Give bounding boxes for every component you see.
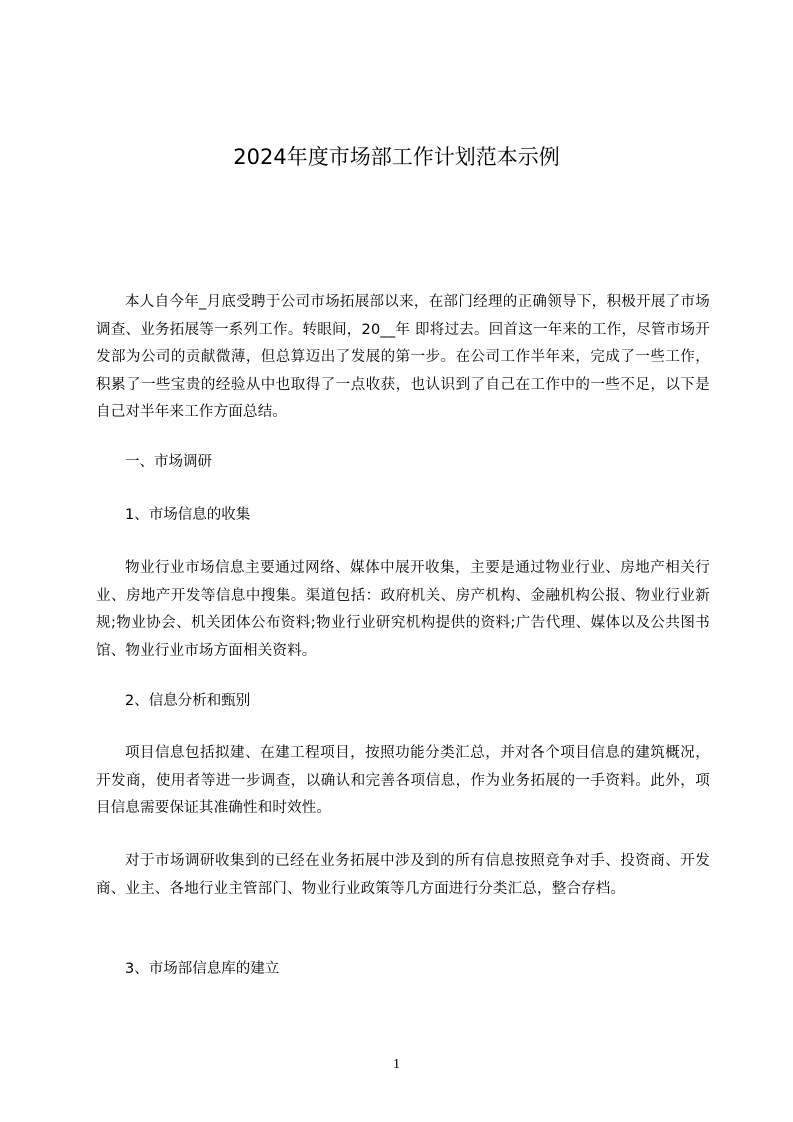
subsection-heading-info-analysis: 2、信息分析和甄别: [125, 693, 251, 709]
page-number: 1: [393, 1057, 400, 1072]
info-classification-paragraph: 对于市场调研收集到的已经在业务拓展中涉及到的所有信息按照竞争对手、投资商、开发商、业主、各地行业主管部门、物业行业政策等几方面进行分类汇总，整合存档。: [96, 853, 710, 897]
section-heading-market-research: 一、市场调研: [125, 454, 212, 470]
document-title: 2024年度市场部工作计划范本示例: [233, 145, 560, 169]
info-collection-paragraph: 物业行业市场信息主要通过网络、媒体中展开收集，主要是通过物业行业、房地产相关行业、房地产开发等信息中搜集。渠道包括：政府机关、房产机构、金融机构公报、物业行业新规;物业协会、机关团体公布资料;物业行业研究机构提供的资料;广告代理、媒体以及公共图书馆、物业行业市场方面相关资料。: [96, 560, 710, 659]
subsection-heading-info-database: 3、市场部信息库的建立: [125, 961, 280, 977]
intro-paragraph: 本人自今年_月底受聘于公司市场拓展部以来，在部门经理的正确领导下，积极开展了市场调查、业务拓展等一系列工作。转眼间，20__年 即将过去。回首这一年来的工作，尽管市场开发部为公司的贡献微薄，但总算迈出了发展的第一步。在公司工作半年来，完成了一些工作，积累了一些宝贵的经验从中也取得了一点收获，也认识到了自己在工作中的一些不足，以下是自己对半年来工作方面总结。: [96, 294, 710, 420]
info-analysis-paragraph: 项目信息包括拟建、在建工程项目，按照功能分类汇总，并对各个项目信息的建筑概况，开发商，使用者等进一步调查，以确认和完善各项信息，作为业务拓展的一手资料。此外，项目信息需要保证其准确性和时效性。: [96, 745, 710, 816]
subsection-heading-info-collection: 1、市场信息的收集: [125, 507, 251, 523]
